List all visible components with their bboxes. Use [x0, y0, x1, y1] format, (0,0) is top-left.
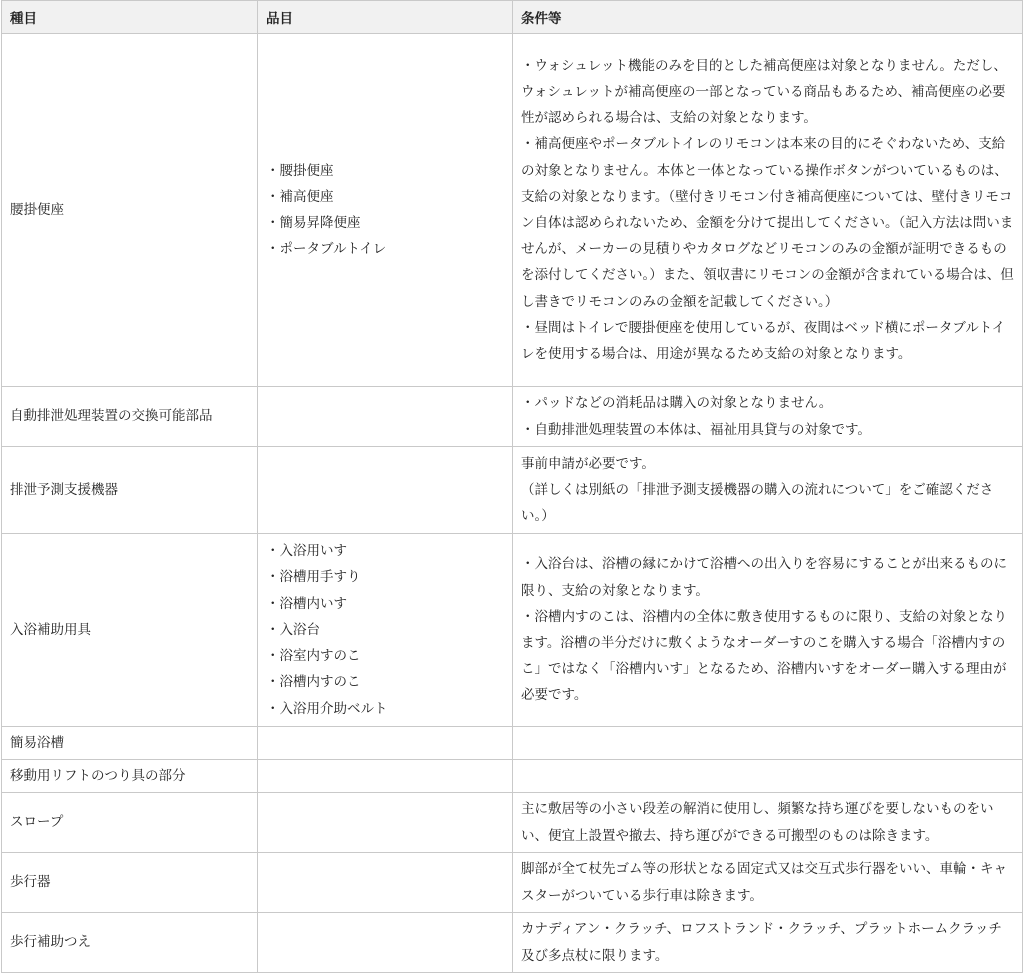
- items-cell: [258, 853, 513, 913]
- conditions-cell: [513, 727, 1023, 760]
- table-row: [2, 913, 1023, 973]
- table-row: [2, 727, 1023, 760]
- category-cell: 簡易浴槽: [2, 727, 258, 760]
- category-cell: 排泄予測支援機器: [2, 447, 258, 534]
- items-cell: [258, 34, 513, 387]
- condition-text: 脚部が全て杖先ゴム等の形状となる固定式又は交互式歩行器をいい、車輪・キャスターがついている歩行車は除きます。: [521, 861, 1007, 904]
- condition-text: ・パッドなどの消耗品は購入の対象となりません。: [521, 395, 833, 412]
- equipment-table: [1, 0, 1023, 973]
- item: ・補高便座: [266, 188, 334, 205]
- table-row: [2, 853, 1023, 913]
- category-cell: 移動用リフトのつり具の部分: [2, 760, 258, 793]
- condition-text: （詳しくは別紙の「排泄予測支援機器の購入の流れについて」をご確認ください。）: [521, 481, 994, 525]
- item: ・浴槽用手すり: [266, 569, 361, 586]
- condition-text: ・補高便座やポータブルトイレのリモコンは本来の目的にそぐわないため、支給の対象となりません。本体と一体となっている操作ボタンがついているものは、支給の対象となります。（壁付きリモコン付き補高便座については、壁付きリモコン自体は認められないため、金額を分けて提出してください。（記入方法は問いませんが、メーカーの見積りやカタログなどリモコンのみの金額が証明できるものを添付してください。）また、領収書にリモコンの金額が含まれている場合は、但し書きでリモコンのみの金額を記載してください。）: [521, 136, 1014, 310]
- conditions-cell: [513, 913, 1023, 973]
- condition-text: 主に敷居等の小さい段差の解消に使用し、頻繁な持ち運びを要しないものをいい、便宜上設置や撤去、持ち運びができる可搬型のものは除きます。: [521, 801, 994, 844]
- item: ・浴槽内いす: [266, 595, 347, 612]
- conditions-cell: [513, 447, 1023, 534]
- category-cell: 腰掛便座: [2, 34, 258, 387]
- category-cell: 歩行補助つえ: [2, 913, 258, 973]
- item: ・簡易昇降便座: [266, 215, 361, 231]
- condition-text: ・入浴台は、浴槽の縁にかけて浴槽への出入りを容易にすることが出来るものに限り、支給の対象となります。: [521, 556, 1007, 599]
- table-row: [2, 387, 1023, 447]
- conditions-cell: [513, 34, 1023, 387]
- table-header-row: [2, 1, 1023, 34]
- item: ・入浴台: [266, 621, 320, 638]
- item: ・ポータブルトイレ: [266, 241, 387, 258]
- condition-text: ・自動排泄処理装置の本体は、福祉用具貸与の対象です。: [521, 421, 871, 438]
- items-cell: [258, 534, 513, 727]
- items-cell: [258, 793, 513, 853]
- items-cell: [258, 447, 513, 534]
- table-row: [2, 34, 1023, 387]
- condition-text: ・浴槽内すのこは、浴槽内の全体に敷き使用するものに限り、支給の対象となります。浴槽の半分だけに敷くようなオーダーすのこを購入する場合「浴槽内すのこ」ではなく「浴槽内いす」となるため、浴槽内いすをオーダー購入する理由が必要です。: [521, 608, 1007, 704]
- category-cell: スロープ: [2, 793, 258, 853]
- category-cell: 入浴補助用具: [2, 534, 258, 727]
- conditions-cell: [513, 853, 1023, 913]
- category-cell: 歩行器: [2, 853, 258, 913]
- items-cell: [258, 387, 513, 447]
- item: ・浴室内すのこ: [266, 648, 361, 665]
- table-row: [2, 793, 1023, 853]
- header-conditions: 条件等: [513, 1, 1023, 34]
- item: ・浴槽内すのこ: [266, 674, 361, 691]
- condition-text: 事前申請が必要です。: [521, 455, 655, 472]
- table-row: [2, 447, 1023, 534]
- items-cell: [258, 913, 513, 973]
- table-row: [2, 534, 1023, 727]
- conditions-cell: [513, 387, 1023, 447]
- item: ・腰掛便座: [266, 162, 334, 179]
- header-items: 品目: [258, 1, 513, 34]
- conditions-cell: [513, 760, 1023, 793]
- condition-text: ・ウォシュレット機能のみを目的とした補高便座は対象となりません。ただし、ウォシュレットが補高便座の一部となっている商品もあるため、補高便座の必要性が認められる場合は、支給の対象となります。: [521, 57, 1007, 127]
- items-cell: [258, 727, 513, 760]
- conditions-cell: [513, 793, 1023, 853]
- item: ・入浴用いす: [266, 543, 347, 560]
- header-category: 種目: [2, 1, 258, 34]
- condition-text: カナディアン・クラッチ、ロフストランド・クラッチ、プラットホームクラッチ及び多点杖に限ります。: [521, 921, 1002, 964]
- condition-text: ・昼間はトイレで腰掛便座を使用しているが、夜間はベッド横にポータブルトイレを使用する場合は、用途が異なるため支給の対象となります。: [521, 319, 1006, 363]
- conditions-cell: [513, 534, 1023, 727]
- table-row: [2, 760, 1023, 793]
- category-cell: 自動排泄処理装置の交換可能部品: [2, 387, 258, 447]
- item: ・入浴用介助ベルト: [266, 700, 388, 717]
- items-cell: [258, 760, 513, 793]
